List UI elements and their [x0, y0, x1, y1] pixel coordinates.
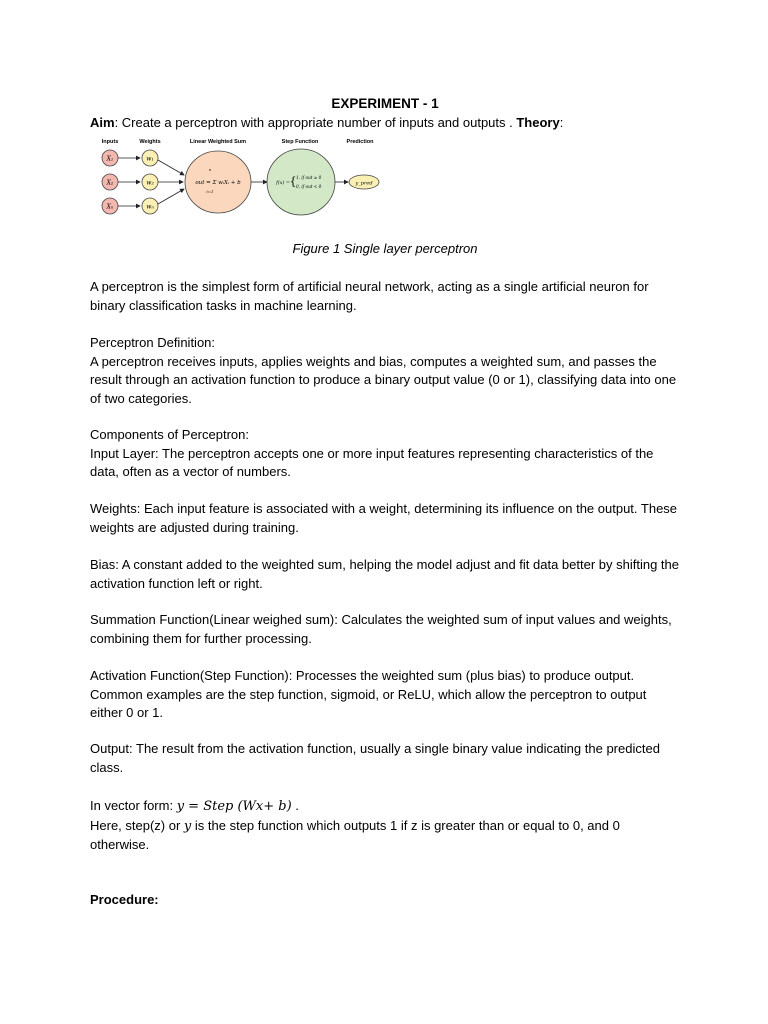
weight-node-n [142, 198, 158, 214]
svg-text:X₁: X₁ [106, 155, 114, 163]
svg-text:X₂: X₂ [106, 179, 114, 187]
svg-text:wₙ: wₙ [146, 203, 154, 211]
svg-text:out = Σ wᵢXᵢ + b: out = Σ wᵢXᵢ + b [195, 180, 241, 186]
aim-line [90, 115, 563, 130]
vector-form-prefix: In vector form: [90, 798, 177, 813]
vector-form-section [90, 797, 680, 855]
components-heading: Components of Perceptron: [90, 427, 249, 442]
output-text: Output: The result from the activation function, usually a single binary value indicating the predicted class. [90, 741, 660, 775]
components-section [90, 426, 680, 482]
weight-node-1 [142, 150, 158, 166]
svg-text:y_pred: y_pred [355, 180, 373, 187]
intro-text: A perceptron is the simplest form of artificial neural network, acting as a single artificial neuron for binary classification tasks in machine learning. [90, 279, 649, 313]
bias-paragraph [90, 556, 680, 593]
svg-text:w₂: w₂ [146, 179, 154, 187]
aim-text: : Create a perceptron with appropriate number of inputs and outputs . [114, 115, 517, 130]
header-inputs: Inputs [101, 139, 119, 145]
vector-formula: y = Step (Wx+ b) [176, 799, 292, 814]
step-explanation-suffix: is the step function which outputs 1 if z is greater than or equal to 0, and 0 otherwise. [90, 817, 620, 852]
perceptron-diagram [92, 133, 388, 219]
step-explanation-prefix: Here, step(z) or [90, 817, 184, 833]
vector-form-line [90, 797, 680, 817]
header-weights: Weights [139, 139, 161, 145]
figure-caption: Figure 1 Single layer perceptron [292, 241, 478, 256]
weights-text: Weights: Each input feature is associated with a weight, determining its influence on the output. These weights are adjusted during training. [90, 501, 678, 535]
output-paragraph [90, 740, 680, 777]
theory-label: Theory [516, 115, 560, 130]
procedure-heading: Procedure: [90, 892, 159, 907]
prediction-node [349, 175, 379, 189]
step-explanation [90, 817, 680, 855]
weight-node-2 [142, 174, 158, 190]
vector-form-suffix: . [291, 798, 299, 813]
step-variable: y [183, 818, 192, 834]
definition-heading: Perceptron Definition: [90, 335, 216, 350]
input-layer-text: Input Layer: The perceptron accepts one or more input features representing characteristics of the data, often as a vector of numbers. [90, 445, 654, 479]
summation-paragraph [90, 611, 680, 648]
definition-section [90, 334, 680, 408]
svg-text:f(x) =: f(x) = [276, 181, 290, 186]
svg-text:0, if out < 0: 0, if out < 0 [296, 184, 322, 189]
svg-text:1, if out ≥ 0: 1, if out ≥ 0 [296, 175, 322, 180]
weights-paragraph [90, 500, 680, 537]
input-node-1 [102, 150, 118, 166]
bias-text: Bias: A constant added to the weighted sum, helping the model adjust and fit data better by shifting the activation function left or right. [90, 557, 679, 591]
header-step-function: Step Function [281, 139, 319, 145]
page-title: EXPERIMENT - 1 [331, 96, 439, 111]
svg-text:Xₙ: Xₙ [106, 203, 114, 211]
aim-label: Aim [90, 115, 115, 130]
summation-text: Summation Function(Linear weighed sum): Calculates the weighted sum of input values and weights, combining them for further processing. [90, 612, 672, 646]
input-node-2 [102, 174, 118, 190]
activation-text: Activation Function(Step Function): Processes the weighted sum (plus bias) to produce output. Common examples are the step function, sigmoid, or ReLU, which allow the perceptron to output either 0 or 1. [90, 668, 647, 720]
svg-text:{: { [289, 175, 297, 188]
theory-colon: : [559, 115, 564, 130]
input-node-n [102, 198, 118, 214]
intro-paragraph [90, 278, 680, 315]
step-function-node [267, 149, 335, 215]
summation-node [185, 151, 251, 213]
svg-text:i=1: i=1 [206, 189, 214, 194]
svg-text:w₁: w₁ [146, 155, 154, 163]
header-linear-sum: Linear Weighted Sum [189, 139, 247, 145]
activation-paragraph [90, 667, 680, 723]
header-prediction: Prediction [346, 139, 374, 145]
definition-text: A perceptron receives inputs, applies weights and bias, computes a weighted sum, and passes the result through an activation function to produce a binary output value (0 or 1), classifying data into one of two categories. [90, 353, 677, 406]
svg-text:n: n [208, 167, 212, 172]
